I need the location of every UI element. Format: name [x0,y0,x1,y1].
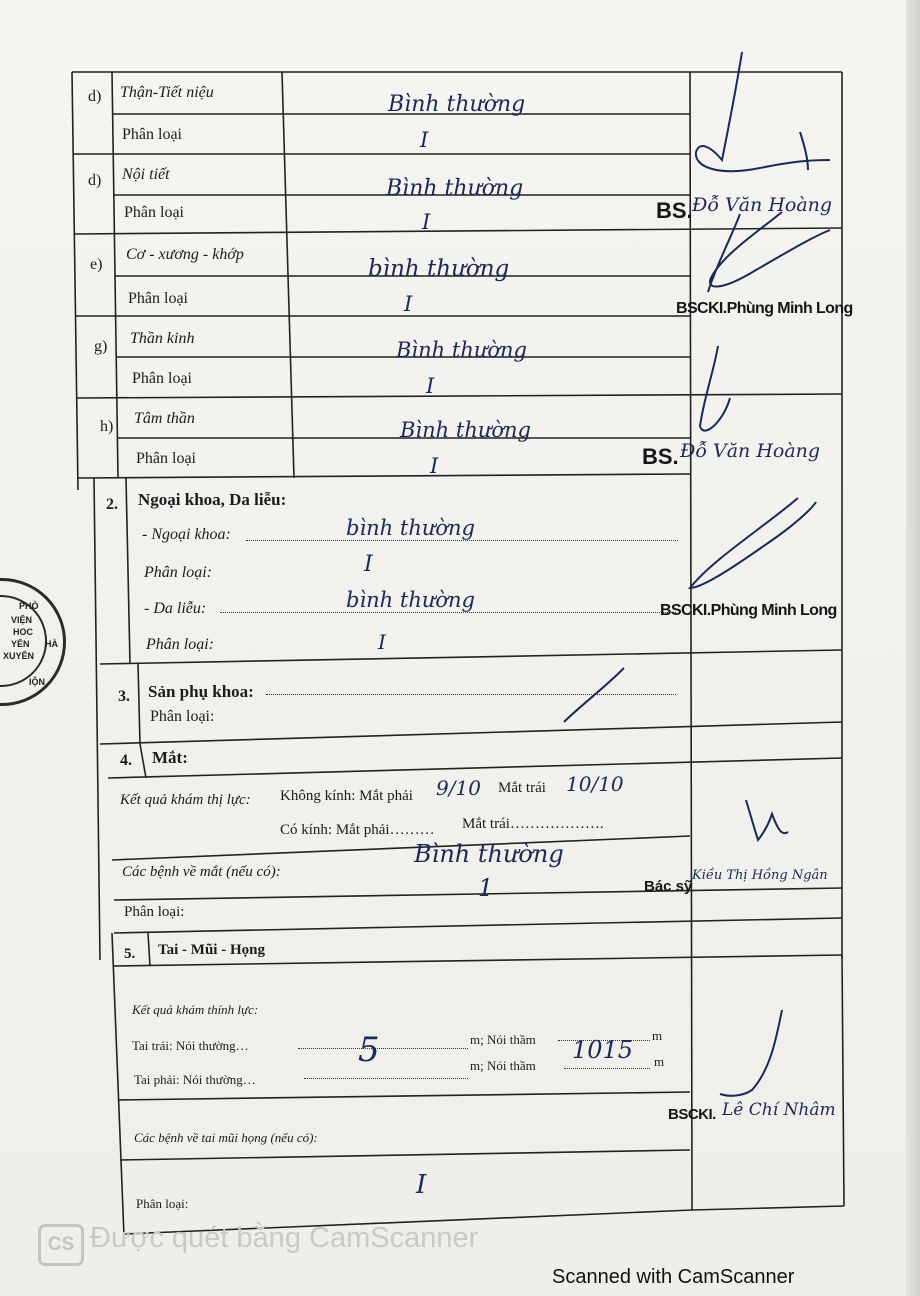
dermatology-label: - Da liễu: [144,600,207,617]
classification-handwritten: I [430,454,439,478]
row-letter: d) [88,88,102,105]
section-title: Ngoại khoa, Da liễu: [138,490,287,509]
dotted-line [564,1068,650,1069]
classification-handwritten: I [422,210,431,234]
stamp-prefix: Bác sỹ [644,878,693,895]
result-handwritten: Bình thường [386,176,524,201]
stamp-name: BSCKI.Phùng Minh Long [676,300,853,317]
doctor-name: Đỗ Văn Hoàng [692,194,833,216]
seal-text: HOC [13,627,33,637]
seal-text: XUYÊN [3,651,35,661]
right-ear-unit: m; Nói thầm [470,1058,536,1073]
section-number: 5. [124,946,136,962]
dotted-line [304,1078,468,1079]
row-name: Thần kinh [130,330,195,347]
stamp-prefix: BS. [656,198,693,223]
left-ear-unit: m; Nói thầm [470,1032,536,1047]
classification-handwritten: 1 [478,874,494,902]
camscanner-watermark: Được quét bằng CamScanner [90,1222,479,1254]
row-letter: d) [88,172,102,189]
stamp-prefix: BSCKI. [668,1106,716,1123]
with-glasses-label: Có kính: Mắt phải……… [280,822,435,838]
section-title: Mắt: [152,748,188,767]
dotted-line [298,1048,468,1049]
classification-label: Phân loại: [146,636,214,653]
section-title: Tai - Mũi - Họng [158,942,265,958]
row-name: Tâm thần [134,410,195,427]
seal-text: IỘN [29,677,46,687]
classification-label: Phân loại: [144,564,212,581]
row-name: Thận-Tiết niệu [120,84,214,101]
no-glasses-label: Không kính: Mắt phải [280,788,413,804]
classification-label: Phân loại: [124,904,185,920]
row-letter: e) [90,256,103,273]
classification-handwritten: I [364,552,373,577]
row-name: Cơ - xương - khớp [126,246,244,263]
dotted-line [246,540,678,541]
classification-handwritten: I [378,630,386,654]
camscanner-logo-icon: CS [38,1224,84,1266]
stamp-prefix: BS. [642,444,679,469]
section-title: Sản phụ khoa: [148,682,254,701]
row-letter: g) [94,338,108,355]
row-name: Nội tiết [122,166,170,183]
classification-handwritten: I [404,292,413,316]
doctor-name: Đỗ Văn Hoàng [680,440,821,462]
unit-m: m [654,1054,665,1069]
right-eye-handwritten: 9/10 [436,776,481,800]
left-eye-label: Mắt trái [498,780,546,796]
seal-text: HÀ [45,639,58,649]
classification-label: Phân loại: [150,708,215,725]
eye-disease-label: Các bệnh về mắt (nếu có): [122,864,281,880]
result-handwritten: Bình thường [388,92,526,117]
unit-m: m [652,1028,663,1043]
vision-label: Kết quả khám thị lực: [120,792,251,808]
dotted-line [266,694,676,695]
classification-label: Phân loại [136,450,196,467]
classification-label: Phân loại [124,204,184,221]
doctor-name: Lê Chí Nhâm [722,1100,836,1120]
result-handwritten: Bình thường [400,418,531,442]
classification-label: Phân loại [132,370,192,387]
section-number: 4. [120,752,132,769]
surgery-label: - Ngoại khoa: [142,526,231,543]
result-handwritten: Bình thường [396,338,527,362]
with-glasses-left: Mắt trái………………. [462,816,604,832]
section-number: 2. [106,496,118,513]
surgery-handwritten: bình thường [346,516,475,540]
left-eye-handwritten: 10/10 [566,772,624,796]
eye-disease-handwritten: Bình thường [414,840,564,868]
right-ear-label: Tai phải: Nói thường… [134,1072,256,1087]
classification-label: Phân loại [122,126,182,143]
doctor-name: Kiều Thị Hồng Ngân [692,868,828,883]
left-ear-label: Tai trái: Nói thường… [132,1038,249,1053]
dotted-line [220,612,676,613]
classification-handwritten: I [426,374,435,398]
ent-disease-label: Các bệnh về tai mũi họng (nếu có): [134,1130,318,1145]
seal-text: PHÒ [19,601,39,611]
hearing-label: Kết quả khám thính lực: [132,1002,259,1017]
row-letter: h) [100,418,114,435]
result-handwritten: bình thường [368,256,510,282]
classification-label: Phân loại [128,290,188,307]
scanned-footer: Scanned with CamScanner [552,1266,795,1288]
classification-handwritten: I [416,1170,427,1200]
dermatology-handwritten: bình thường [346,588,475,612]
whisper-handwritten: 1015 [572,1036,634,1064]
classification-handwritten: I [420,128,429,152]
normal-speech-handwritten: 5 [358,1030,380,1070]
seal-text: YÊN [11,639,30,649]
section-number: 3. [118,688,130,705]
seal-text: VIỆN [11,615,33,625]
stamp-name: BSCKI.Phùng Minh Long [660,602,837,619]
classification-label: Phân loại: [136,1196,189,1211]
